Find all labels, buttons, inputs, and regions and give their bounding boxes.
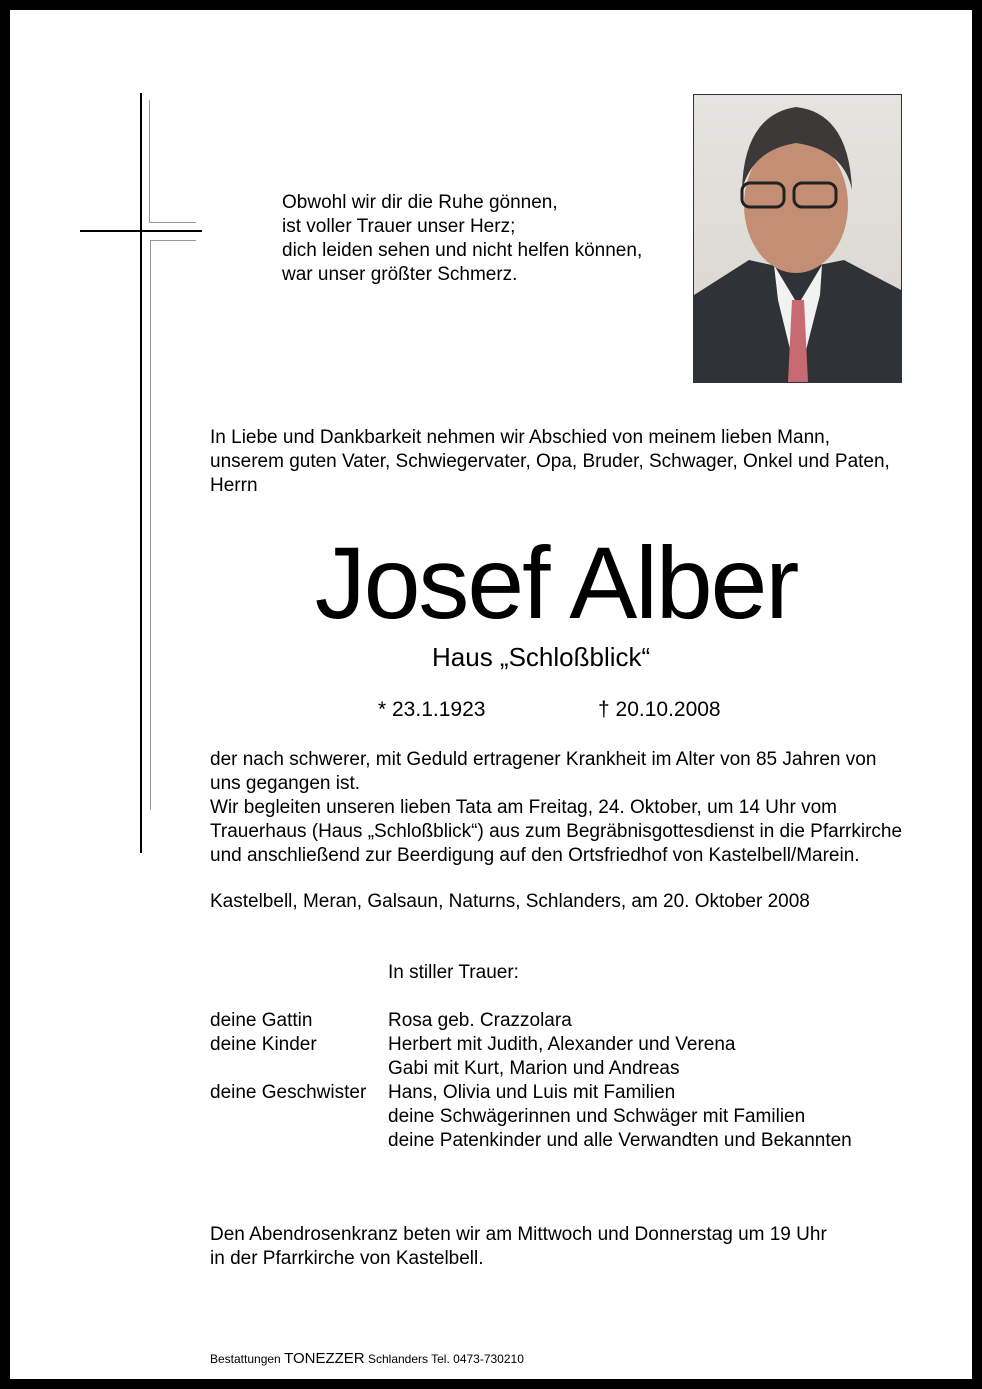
- mourner-row: [210, 1009, 852, 1033]
- places-date: Kastelbell, Meran, Galsaun, Naturns, Schlanders, am 20. Oktober 2008: [210, 891, 810, 912]
- mourner-names: Gabi mit Kurt, Marion und Andreas: [388, 1058, 680, 1079]
- poem-line: ist voller Trauer unser Herz;: [282, 216, 516, 237]
- mourner-names: deine Schwägerinnen und Schwäger mit Familien: [388, 1106, 806, 1127]
- mourner-row: [210, 1081, 852, 1105]
- body-line: Wir begleiten unseren lieben Tata am Freitag, 24. Oktober, um 14 Uhr vom: [210, 797, 837, 818]
- body-line: und anschließend zur Beerdigung auf den Ortsfriedhof von Kastelbell/Marein.: [210, 845, 860, 866]
- body-text: [210, 748, 902, 868]
- mourner-role: [210, 1057, 388, 1081]
- mourner-row: [210, 1129, 852, 1153]
- death-date: † 20.10.2008: [598, 698, 721, 721]
- intro-text: [210, 426, 890, 498]
- deceased-name: Josef Alber: [314, 526, 798, 640]
- mourner-names: Hans, Olivia und Luis mit Familien: [388, 1082, 676, 1103]
- mourner-row: [210, 1033, 852, 1057]
- body-line: der nach schwerer, mit Geduld ertragener Krankheit im Alter von 85 Jahren von: [210, 749, 877, 770]
- portrait-photo: [693, 94, 902, 383]
- mourner-role: deine Gattin: [210, 1010, 313, 1031]
- body-line: uns gegangen ist.: [210, 773, 361, 794]
- rosary-text: [210, 1223, 827, 1271]
- mourner-row: [210, 1057, 852, 1081]
- mourning-heading: In stiller Trauer:: [388, 962, 519, 983]
- intro-line: Herrn: [210, 475, 258, 496]
- birth-date: * 23.1.1923: [378, 698, 486, 721]
- body-line: Trauerhaus (Haus „Schloßblick“) aus zum Begräbnisgottesdienst in die Pfarrkirche: [210, 821, 903, 842]
- poem-line: war unser größter Schmerz.: [282, 264, 518, 285]
- poem: [282, 191, 642, 287]
- intro-line: In Liebe und Dankbarkeit nehmen wir Abschied von meinem lieben Mann,: [210, 427, 830, 448]
- intro-line: unserem guten Vater, Schwiegervater, Opa, Bruder, Schwager, Onkel und Paten,: [210, 451, 890, 472]
- funeral-home-footer: [210, 1350, 524, 1367]
- mourner-role: [210, 1129, 388, 1153]
- rosary-line: Den Abendrosenkranz beten wir am Mittwoch und Donnerstag um 19 Uhr: [210, 1224, 827, 1245]
- mourner-role: deine Kinder: [210, 1034, 317, 1055]
- footer-contact: Schlanders Tel. 0473-730210: [367, 1352, 524, 1366]
- obituary-page: [10, 10, 972, 1379]
- rosary-line: in der Pfarrkirche von Kastelbell.: [210, 1248, 484, 1269]
- funeral-home-name: TONEZZER: [284, 1350, 365, 1367]
- mourner-names: deine Patenkinder und alle Verwandten und Bekannten: [388, 1130, 852, 1151]
- poem-line: Obwohl wir dir die Ruhe gönnen,: [282, 192, 558, 213]
- mourner-names: Herbert mit Judith, Alexander und Verena: [388, 1034, 736, 1055]
- poem-line: dich leiden sehen und nicht helfen können,: [282, 240, 643, 261]
- house-name: Haus „Schloßblick“: [432, 642, 651, 672]
- mourner-role: [210, 1105, 388, 1129]
- mourners-list: [210, 1009, 852, 1153]
- footer-prefix: Bestattungen: [210, 1352, 281, 1366]
- mourner-names: Rosa geb. Crazzolara: [388, 1010, 572, 1031]
- mourner-row: [210, 1105, 852, 1129]
- mourner-role: deine Geschwister: [210, 1082, 367, 1103]
